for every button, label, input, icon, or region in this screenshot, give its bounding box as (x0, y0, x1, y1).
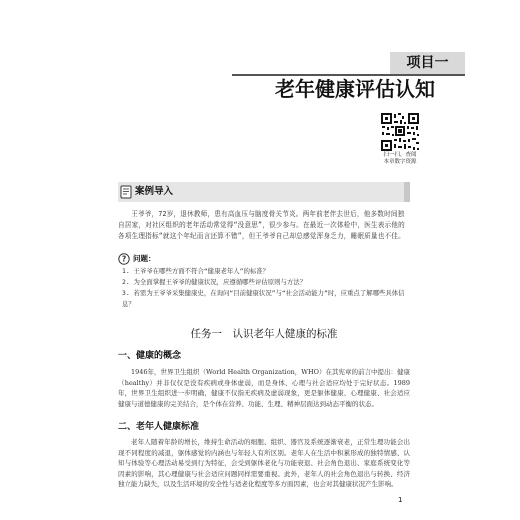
questions-title: 问题： (133, 254, 156, 263)
section-heading-health-concept: 一、健康的概念 (118, 351, 182, 361)
chapter-title: 老年健康评估认知 (275, 77, 435, 101)
section-heading-elderly-standard: 二、老年人健康标准 (118, 422, 200, 432)
question-icon (118, 253, 130, 265)
page-number: 1 (398, 496, 403, 504)
question-item: 1. 王爷爷在哪些方面不符合“健康老年人”的标准？ (122, 267, 270, 275)
case-title: 案例导入 (135, 186, 174, 197)
case-icon (120, 185, 132, 199)
project-label: 项目一 (406, 55, 449, 71)
task-title: 任务一 认识老年人健康的标准 (190, 328, 338, 340)
qr-caption-line1: 扫一扫，查阅 (383, 152, 417, 158)
question-list (122, 266, 412, 310)
section-paragraph-elderly-standard: 老年人随着年龄的增长，维持生命活动的细胞、组织、器官及系统逐渐衰老，正常生理功能会出现不同程度的减退，躯体感觉的内涵也与年轻人有所区别。老年人在生活中积累形成的独特情感、认知与体验等心理活动易受到行为特征，会受到躯体老化与功能衰退、社会角色退出、家庭系统变化等因素的影响，其心理健康与社会适应问题同样需要重视。此外，老年人的社会角色退出与转换、经济独立能力缺失，以及生活环境的安全性与适老化程度等多方面因素，也会对其健康状况产生影响。 (118, 438, 410, 489)
qr-code-icon[interactable] (380, 112, 420, 152)
case-intro-banner-edge (404, 182, 410, 202)
section-paragraph-health-concept: 1946年，世界卫生组织（World Health Organization，WHO）在其宪章的前言中提出：健康（healthy）并非仅仅是没有疾病或身体虚弱，而是身体、心理与社会适应均处于完好状态。1989年，世界卫生组织进一步明确，健康不仅指无疾病及虚弱现象，更是躯体健康、心理健康、社会适应健康与道德健康的完美结合，是个体在营养、功能、生理、精神层面达到动态平衡的状态。 (118, 368, 410, 408)
question-item: 2. 为全面掌握王爷爷的健康状况，应遵循哪些评估原则与方法？ (122, 278, 307, 286)
qr-caption-line2: 本章数字资源 (383, 159, 417, 165)
svg-text:?: ? (121, 254, 127, 264)
question-item: 3. 若需为王爷爷采集健康史，在询问“目前健康状况”与“社会活动能力”时，应重点了解哪些具体信息？ (122, 289, 405, 308)
case-text: 王爷爷，72岁，退休教师，患有高血压与脑度骨关节炎。两年前老伴去世后，他多数时间独自居家，对社区组织的老年活动常觉得“没意思”，很少参与。在最近一次体检中，医生表示他的各项生理指标“就这个年纪而言还算不错”，但王爷爷自己却总感觉浑身乏力，睡眠质量也不佳。 (118, 210, 405, 240)
qr-caption (372, 152, 428, 166)
